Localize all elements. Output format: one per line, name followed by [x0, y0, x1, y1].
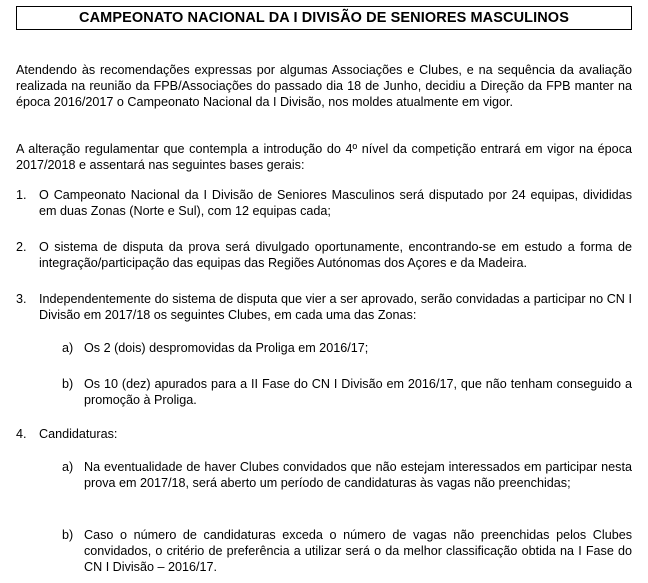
item-4-text: Candidaturas: [39, 427, 118, 441]
item-3b-letter: b) [62, 377, 74, 391]
item-3-text: Independentemente do sistema de disputa que vier a ser aprovado, serão convidadas a participar no CN I Divisão em 2017/18 os seguintes Clubes, em cada uma das Zonas: [39, 292, 632, 322]
document-title: CAMPEONATO NACIONAL DA I DIVISÃO DE SENIORES MASCULINOS [79, 10, 569, 26]
item-2-text: O sistema de disputa da prova será divulgado oportunamente, encontrando-se em estudo a forma de integração/participação das equipas das Regiões Autónomas dos Açores e da Madeira. [39, 240, 632, 270]
intro-paragraph: Atendendo às recomendações expressas por algumas Associações e Clubes, e na sequência da avaliação realizada na reunião da FPB/Associações do passado dia 18 de Junho, decidiu a Direção da FPB manter na época 2016/2017 o Campeonato Nacional da I Divisão, nos moldes atualmente em vigor. [16, 63, 632, 109]
item-2-number: 2. [16, 240, 27, 254]
item-3a-text: Os 2 (dois) despromovidas da Proliga em 2016/17; [84, 341, 369, 355]
item-4a-text: Na eventualidade de haver Clubes convidados que não estejam interessados em participar nesta prova em 2017/18, será aberto um período de candidaturas às vagas não preenchidas; [84, 460, 632, 490]
item-3b-text: Os 10 (dez) apurados para a II Fase do CN I Divisão em 2016/17, que não tenham conseguido a promoção à Proliga. [84, 377, 632, 407]
item-4b-letter: b) [62, 528, 74, 542]
document-title-box [16, 6, 632, 30]
item-4b-text: Caso o número de candidaturas exceda o número de vagas não preenchidas pelos Clubes convidados, o critério de preferência a utilizar será o da melhor classificação obtida na I Fase do CN I Divisão – 2016/17. [84, 528, 632, 574]
regulation-paragraph: A alteração regulamentar que contempla a introdução do 4º nível da competição entrará em vigor na época 2017/2018 e assentará nas seguintes bases gerais: [16, 142, 632, 172]
item-4-number: 4. [16, 427, 27, 441]
item-1-text: O Campeonato Nacional da I Divisão de Seniores Masculinos será disputado por 24 equipas, divididas em duas Zonas (Norte e Sul), com 12 equipas cada; [39, 188, 632, 218]
item-3-number: 3. [16, 292, 27, 306]
item-4a-letter: a) [62, 460, 74, 474]
item-1-number: 1. [16, 188, 27, 202]
item-3a-letter: a) [62, 341, 74, 355]
